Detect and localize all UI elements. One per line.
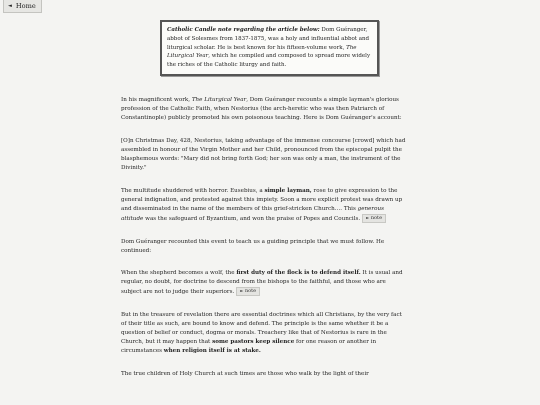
home-button[interactable] xyxy=(3,0,42,13)
play-arrow-icon: ► xyxy=(366,215,370,220)
quote-multitude xyxy=(121,187,406,224)
note-text-2: , which he compiled and composed to spread more widely the riches of the Catholic liturgy and faith. xyxy=(167,53,371,69)
quote-multitude-italic: generous attitude xyxy=(121,206,384,222)
quote-christmas: [O]n Christmas Day, 428, Nestorius, taking advantage of the immense concourse [crowd] which had assembled in honour of the Virgin Mother and her Child, pronounced from the episcopal pulpit the blasphemous words: "Mary did not bring forth God; her son was only a man, the instrument of the Divinity." xyxy=(121,138,406,171)
quote-treasure xyxy=(121,311,406,356)
play-arrow-icon: ► xyxy=(240,288,244,293)
intro-book-title: The Liturgical Year xyxy=(191,97,247,103)
quote-multitude-bold: simple layman, xyxy=(264,188,312,194)
note-button-label: note xyxy=(244,288,257,294)
note-button[interactable] xyxy=(236,287,260,296)
quote-shepherd xyxy=(121,269,406,297)
quote-multitude-b: rose to give expression to the general indignation, and protested against this impiety. Soon a more explicit protest was drawn up and disseminated in the name of the members of this grief-stricken Church…. This xyxy=(121,188,403,212)
intro-paragraph xyxy=(121,96,406,123)
quote-multitude-c: was the safeguard of Byzantium, and won the praise of Popes and Councils. xyxy=(143,216,361,222)
quote-shepherd-a: When the shepherd becomes a wolf, the xyxy=(121,270,237,276)
quote-treasure-b: for one reason or another in circumstances xyxy=(121,339,377,354)
note-button-label: note xyxy=(370,215,383,221)
quote-shepherd-bold: first duty of the flock is to defend itself. xyxy=(236,270,361,276)
editor-note-box xyxy=(160,20,379,76)
quote-treasure-bold-1: some pastors keep silence xyxy=(212,339,295,345)
continued-paragraph: Dom Guéranger recounted this event to teach us a guiding principle that we must follow. He continued: xyxy=(121,239,385,254)
note-book-title: The Liturgical Year xyxy=(167,44,357,60)
note-text-1: Dom Guéranger, abbot of Solesmes from 1837-1875, was a holy and influential abbot and liturgical scholar. He is best known for his fifteen-volume work, xyxy=(167,27,370,51)
intro-text-b: , Dom Guéranger recounts a simple layman's glorious profession of the Catholic Faith, when Nestorius (the arch-heretic who was then Patriarch of Constantinople) publicly promoted his own poisonous teaching. Here is Dom Guéranger's account: xyxy=(121,97,402,121)
quote-multitude-a: The multitude shuddered with horror. Eusebius, a xyxy=(121,188,265,194)
quote-treasure-a: But in the treasure of revelation there are essential doctrines which all Christians, by the very fact of their title as such, are bound to know and defend. The principle is the same whether it be a question of belief or conduct, dogma or morals. Treachery like that of Nestorius is rare in the Church, but it may happen that xyxy=(121,312,402,345)
quote-treasure-bold-2: when religion itself is at stake. xyxy=(163,348,261,354)
left-arrow-icon: ◄ xyxy=(8,2,12,9)
top-bar xyxy=(0,0,540,16)
article-body xyxy=(121,96,406,379)
quote-shepherd-b: It is usual and regular, no doubt, for doctrine to descend from the bishops to the faithful, and those who are subject are not to judge their superiors. xyxy=(121,270,403,295)
note-button[interactable] xyxy=(362,214,386,223)
intro-text-a: In his magnificent work, xyxy=(121,97,192,103)
note-heading: Catholic Candle note regarding the article below: xyxy=(167,27,320,33)
home-button-label: Home xyxy=(15,1,36,10)
quote-true-children: The true children of Holy Church at such times are those who walk by the light of their xyxy=(121,371,369,377)
